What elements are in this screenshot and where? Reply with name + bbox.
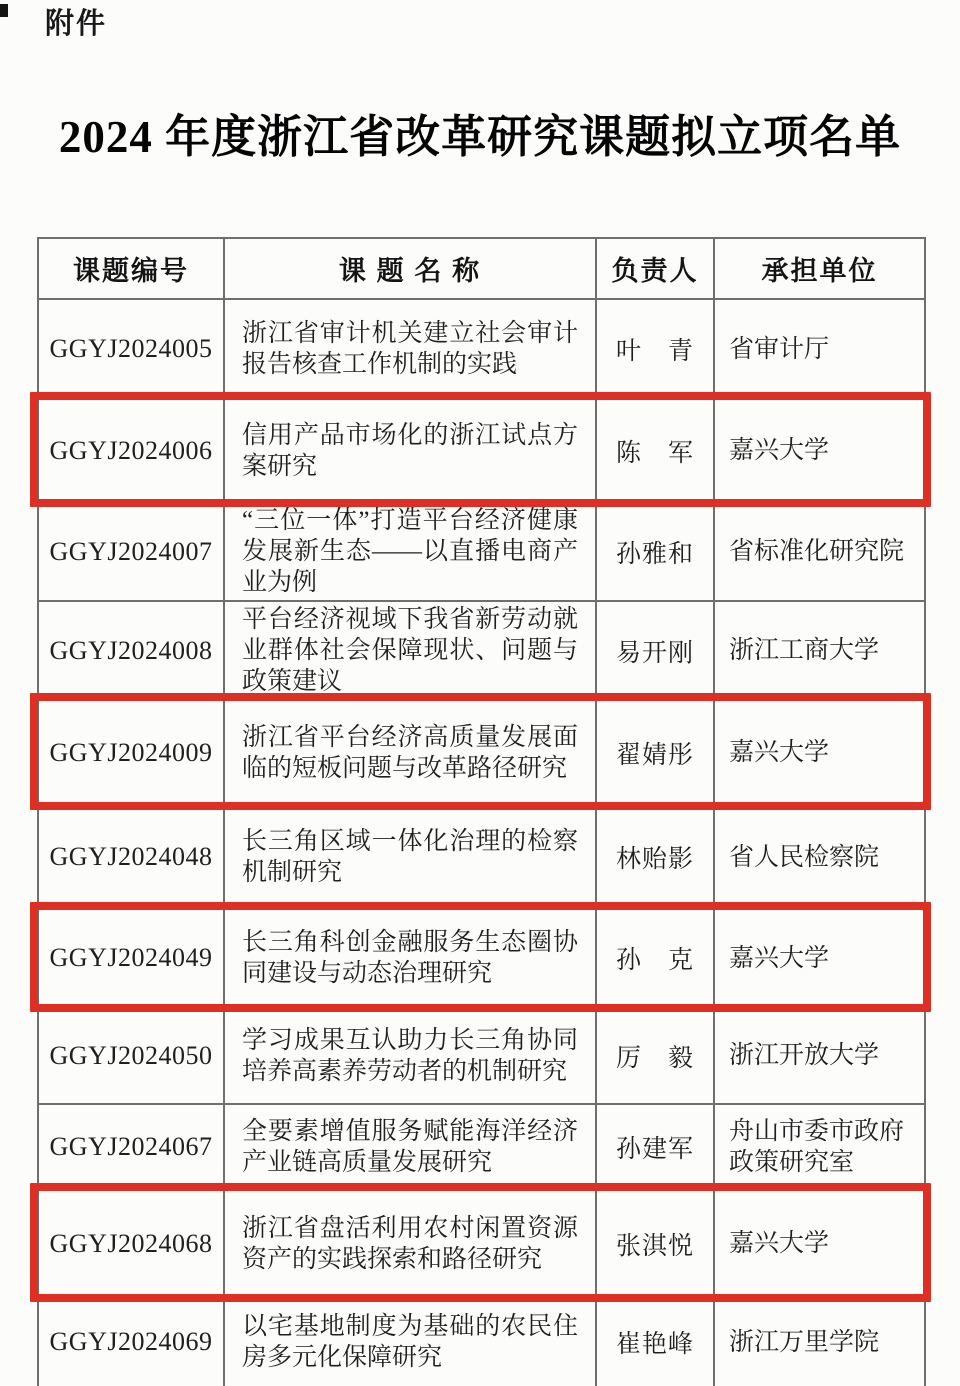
table-row — [38, 1007, 925, 1104]
cell-project-title: 以宅基地制度为基础的农民住房多元化保障研究 — [224, 1297, 596, 1386]
cell-unit: 浙江万里学院 — [714, 1297, 925, 1386]
cell-project-title: 浙江省盘活利用农村闲置资源资产的实践探索和路径研究 — [224, 1190, 596, 1297]
cell-leader: 崔艳峰 — [596, 1297, 714, 1386]
cell-project-title: 浙江省审计机关建立社会审计报告核查工作机制的实践 — [224, 299, 596, 399]
cell-unit: 浙江工商大学 — [714, 601, 925, 700]
header-leader: 负责人 — [596, 238, 714, 299]
table-row — [38, 909, 925, 1007]
cell-leader: 厉 毅 — [596, 1007, 714, 1104]
cell-project-title: 全要素增值服务赋能海洋经济产业链高质量发展研究 — [224, 1104, 596, 1190]
cell-leader: 孙 克 — [596, 909, 714, 1007]
table-container — [37, 237, 924, 1386]
attachment-label: 附件 — [45, 8, 108, 40]
table-row — [38, 601, 925, 700]
cell-unit: 浙江开放大学 — [714, 1007, 925, 1104]
table-row — [38, 299, 925, 399]
header-unit: 承担单位 — [714, 238, 925, 299]
page-title: 2024 年度浙江省改革研究课题拟立项名单 — [58, 112, 902, 162]
cell-leader: 叶 青 — [596, 299, 714, 399]
cell-unit: 嘉兴大学 — [714, 700, 925, 805]
cell-project-id: GGYJ2024006 — [38, 399, 224, 502]
cell-unit: 省标准化研究院 — [714, 502, 925, 601]
cell-project-id: GGYJ2024008 — [38, 601, 224, 700]
cell-project-title: 平台经济视域下我省新劳动就业群体社会保障现状、问题与政策建议 — [224, 601, 596, 700]
cell-project-title: “三位一体”打造平台经济健康发展新生态——以直播电商产业为例 — [224, 502, 596, 601]
table-row — [38, 1104, 925, 1190]
cell-leader: 孙雅和 — [596, 502, 714, 601]
cell-project-id: GGYJ2024007 — [38, 502, 224, 601]
cell-project-id: GGYJ2024069 — [38, 1297, 224, 1386]
cell-project-title: 浙江省平台经济高质量发展面临的短板问题与改革路径研究 — [224, 700, 596, 805]
cell-project-id: GGYJ2024049 — [38, 909, 224, 1007]
header-project-id: 课题编号 — [38, 238, 224, 299]
cell-project-title: 长三角区域一体化治理的检察机制研究 — [224, 805, 596, 909]
cell-unit: 舟山市委市政府政策研究室 — [714, 1104, 925, 1190]
table-header-row — [38, 238, 925, 299]
cell-leader: 陈 军 — [596, 399, 714, 502]
cell-project-id: GGYJ2024068 — [38, 1190, 224, 1297]
table-row — [38, 700, 925, 805]
cell-unit: 省人民检察院 — [714, 805, 925, 909]
scan-artifact — [0, 4, 8, 17]
cell-leader: 林贻影 — [596, 805, 714, 909]
cell-leader: 易开刚 — [596, 601, 714, 700]
cell-leader: 张淇悦 — [596, 1190, 714, 1297]
cell-unit: 省审计厅 — [714, 299, 925, 399]
table-row — [38, 1297, 925, 1386]
cell-project-title: 信用产品市场化的浙江试点方案研究 — [224, 399, 596, 502]
project-table — [37, 237, 926, 1386]
cell-project-id: GGYJ2024067 — [38, 1104, 224, 1190]
cell-unit: 嘉兴大学 — [714, 1190, 925, 1297]
table-row — [38, 805, 925, 909]
cell-unit: 嘉兴大学 — [714, 909, 925, 1007]
cell-leader: 翟婧彤 — [596, 700, 714, 805]
cell-project-title: 长三角科创金融服务生态圈协同建设与动态治理研究 — [224, 909, 596, 1007]
cell-project-id: GGYJ2024009 — [38, 700, 224, 805]
cell-leader: 孙建军 — [596, 1104, 714, 1190]
cell-project-id: GGYJ2024005 — [38, 299, 224, 399]
cell-project-id: GGYJ2024050 — [38, 1007, 224, 1104]
table-row — [38, 502, 925, 601]
table-row — [38, 399, 925, 502]
table-row — [38, 1190, 925, 1297]
cell-unit: 嘉兴大学 — [714, 399, 925, 502]
header-project-title: 课 题 名 称 — [224, 238, 596, 299]
cell-project-title: 学习成果互认助力长三角协同培养高素养劳动者的机制研究 — [224, 1007, 596, 1104]
cell-project-id: GGYJ2024048 — [38, 805, 224, 909]
